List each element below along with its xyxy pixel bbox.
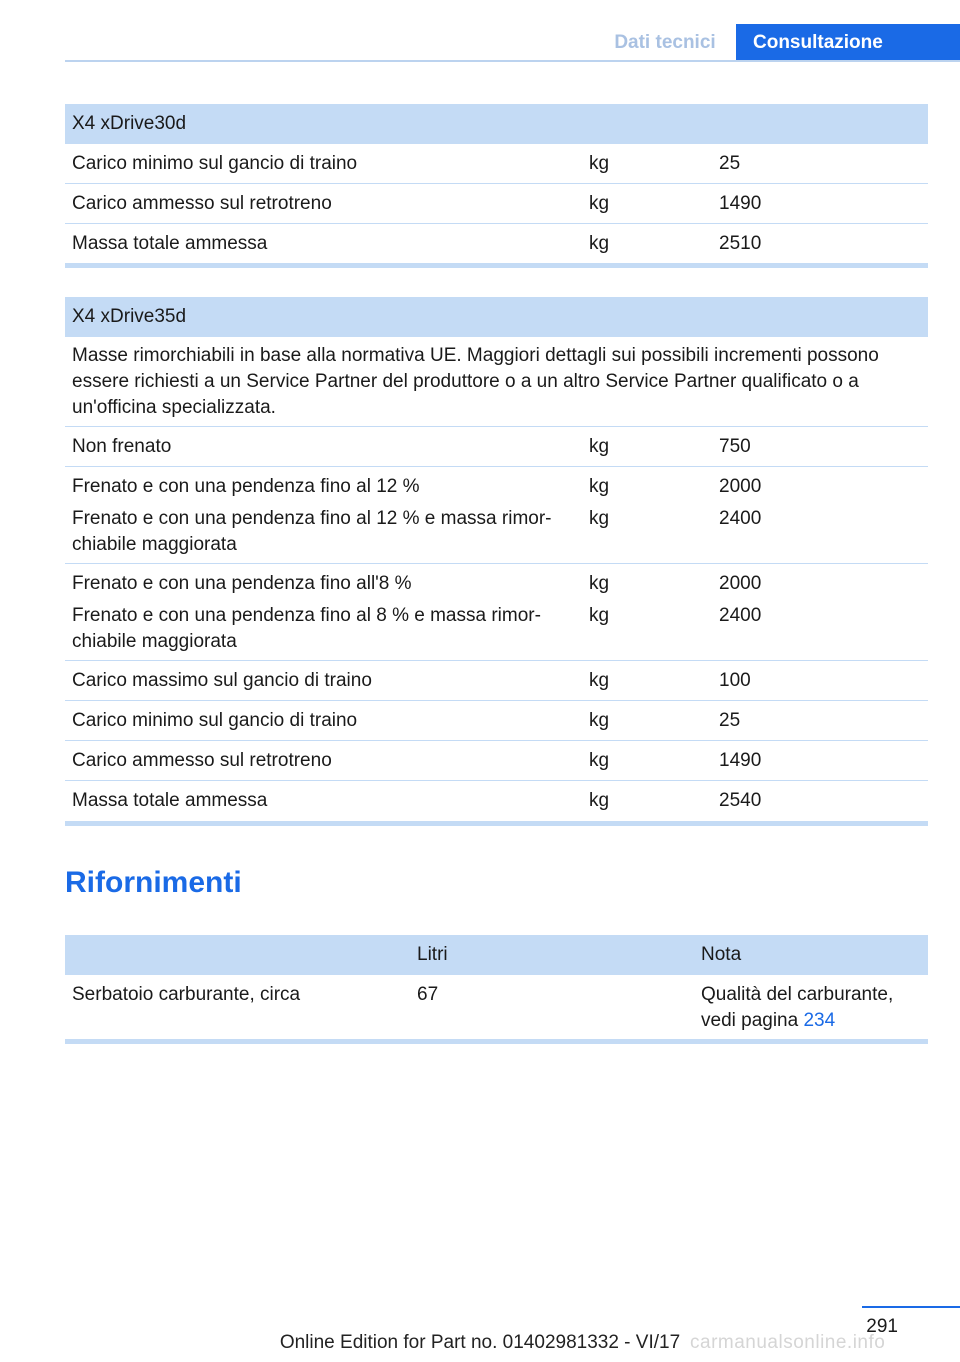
table-row	[65, 224, 928, 263]
nota-prefix: vedi pagina	[701, 1010, 799, 1031]
table-x4-xdrive35d	[65, 297, 928, 826]
row-unit: kg	[589, 750, 610, 771]
row-value: 2400	[719, 508, 762, 529]
page-link[interactable]: 234	[803, 1010, 836, 1031]
page-number: 291	[866, 1316, 898, 1337]
table-end-rule	[65, 263, 928, 268]
row-label: Carico ammesso sul retrotreno	[72, 750, 332, 771]
row-unit: kg	[589, 790, 610, 811]
row-unit: kg	[589, 670, 610, 691]
row-value: 2000	[719, 476, 762, 497]
table-row	[65, 144, 928, 184]
table-x4-xdrive30d	[65, 104, 928, 268]
header-chapter-tab[interactable]: Consultazione	[736, 24, 960, 61]
table-row	[65, 781, 928, 821]
table-rifornimenti	[65, 935, 928, 1044]
row-unit: kg	[589, 710, 610, 731]
table-row	[65, 184, 928, 224]
table-note-row	[65, 337, 928, 427]
row-value: 100	[719, 670, 751, 691]
row-label: Frenato e con una pendenza fino all'8 %	[72, 573, 412, 594]
row-label: Carico minimo sul gancio di traino	[72, 710, 358, 731]
table-row-group	[65, 467, 928, 564]
footer-edition: Online Edition for Part no. 01402981332 - VI/17	[279, 1332, 681, 1353]
row-label: Non frenato	[72, 436, 172, 457]
watermark: carmanualsonline.info	[690, 1332, 886, 1353]
row-unit: kg	[589, 605, 610, 626]
row-value: 1490	[719, 750, 762, 771]
table-row	[65, 661, 928, 701]
table-header	[65, 935, 928, 975]
row-value: 2000	[719, 573, 762, 594]
table-end-rule	[65, 1039, 928, 1044]
page-number-rule	[862, 1306, 960, 1308]
row-label: Carico massimo sul gancio di traino	[72, 670, 372, 691]
table-row	[65, 975, 928, 1039]
section-title: Rifornimenti	[65, 866, 242, 899]
row-value: 750	[719, 436, 751, 457]
row-unit: kg	[589, 233, 610, 254]
col-header-litri: Litri	[417, 944, 448, 965]
row-value: 1490	[719, 193, 762, 214]
row-value: 2400	[719, 605, 762, 626]
table-row	[65, 701, 928, 741]
row-unit: kg	[589, 153, 610, 174]
nota-line1: Qualità del carburante,	[701, 984, 894, 1005]
row-litri: 67	[417, 984, 439, 1005]
row-label: Frenato e con una pendenza fino al 12 % e massa rimorchiabile maggiorata	[72, 508, 552, 555]
table-row	[65, 741, 928, 781]
row-unit: kg	[589, 508, 610, 529]
row-unit: kg	[589, 476, 610, 497]
row-nota	[701, 982, 893, 1034]
row-unit: kg	[589, 436, 610, 457]
row-label: Frenato e con una pendenza fino al 8 % e massa rimorchiabile maggiorata	[72, 605, 541, 652]
table-title: X4 xDrive30d	[65, 104, 928, 144]
table-title: X4 xDrive35d	[65, 297, 928, 337]
row-label: Carico minimo sul gancio di traino	[72, 153, 358, 174]
table-row	[65, 427, 928, 467]
row-label: Massa totale ammessa	[72, 790, 268, 811]
table-row-group	[65, 564, 928, 661]
col-header-nota: Nota	[701, 944, 742, 965]
header-rule	[65, 60, 960, 62]
row-label: Carico ammesso sul retrotreno	[72, 193, 332, 214]
header-section: Dati tecnici	[614, 32, 716, 53]
table-end-rule	[65, 821, 928, 826]
row-value: 2510	[719, 233, 762, 254]
row-unit: kg	[589, 573, 610, 594]
row-label: Massa totale ammessa	[72, 233, 268, 254]
row-value: 25	[719, 710, 741, 731]
row-label: Frenato e con una pendenza fino al 12 %	[72, 476, 420, 497]
table-note: Masse rimorchiabili in base alla normativa UE. Maggiori dettagli sui possibili incrementi possono essere richiesti a un Service Partner del produttore o a un altro Service Partner qualificato o a un'officina specializzata.	[72, 345, 879, 418]
row-label: Serbatoio carburante, circa	[72, 984, 301, 1005]
row-unit: kg	[589, 193, 610, 214]
row-value: 2540	[719, 790, 762, 811]
row-value: 25	[719, 153, 741, 174]
